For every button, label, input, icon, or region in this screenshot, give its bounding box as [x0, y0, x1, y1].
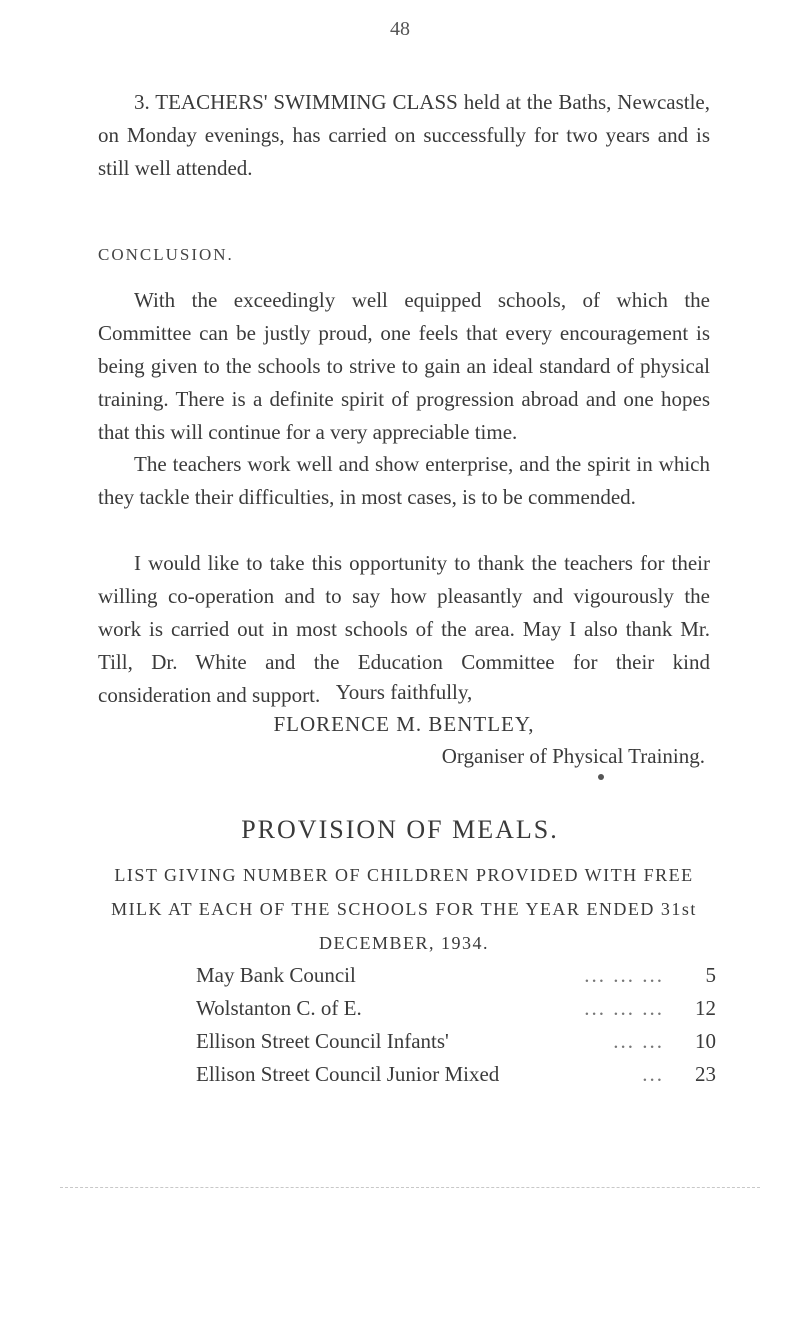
- signature-name: FLORENCE M. BENTLEY,: [273, 712, 535, 736]
- school-name: Ellison Street Council Junior Mixed: [196, 1062, 500, 1086]
- school-name: Ellison Street Council Infants': [196, 1029, 449, 1053]
- school-name: Wolstanton C. of E.: [196, 996, 362, 1020]
- conclusion-paragraph-3: I would like to take this opportunity to thank the teachers for their willing co-operation and to say how pleasantly and vigourously the work is carried out in most schools of the area. May I also thank Mr. Till, Dr. White and the Education Committee for their kind consideration and support.: [98, 551, 710, 707]
- conclusion-paragraph-1: With the exceedingly well equipped schools, of which the Committee can be justly proud, one feels that every encouragement is being given to the schools to strive to gain an ideal standard of physical training. There is a definite spirit of progression abroad and one hopes that this will continue for a very appreciable time.: [98, 288, 710, 444]
- dot-leader: ...: [642, 1062, 664, 1086]
- ink-dot: [598, 774, 604, 780]
- signature-closing: Yours faithfully,: [335, 680, 473, 704]
- list-heading: LIST GIVING NUMBER OF CHILDREN PROVIDED WITH FREE MILK AT EACH OF THE SCHOOLS FOR THE YEAR ENDED 31st DECEMBER, 1934.: [111, 865, 697, 953]
- item-3-paragraph: 3. TEACHERS' SWIMMING CLASS held at the Baths, Newcastle, on Monday evenings, has carried on successfully for two years and is still well attended.: [98, 90, 710, 180]
- faint-rule: [60, 1187, 760, 1189]
- child-count: 5: [705, 963, 716, 987]
- page-number: 48: [390, 18, 410, 40]
- section-title: PROVISION OF MEALS.: [241, 815, 559, 844]
- school-name: May Bank Council: [196, 963, 356, 987]
- milk-list: [196, 963, 716, 1095]
- list-item: [196, 963, 716, 996]
- conclusion-heading: CONCLUSION.: [98, 245, 234, 264]
- list-item: [196, 1029, 716, 1062]
- signature-role: Organiser of Physical Training.: [441, 744, 705, 768]
- dot-leader: ... ...: [613, 1029, 664, 1053]
- dot-leader: ... ... ...: [584, 963, 664, 987]
- dot-leader: ... ... ...: [584, 996, 664, 1020]
- child-count: 10: [695, 1029, 716, 1053]
- list-item: [196, 1062, 716, 1095]
- child-count: 23: [695, 1062, 716, 1086]
- child-count: 12: [695, 996, 716, 1020]
- conclusion-paragraph-2: The teachers work well and show enterprise, and the spirit in which they tackle their difficulties, in most cases, is to be commended.: [98, 452, 710, 509]
- list-item: [196, 996, 716, 1029]
